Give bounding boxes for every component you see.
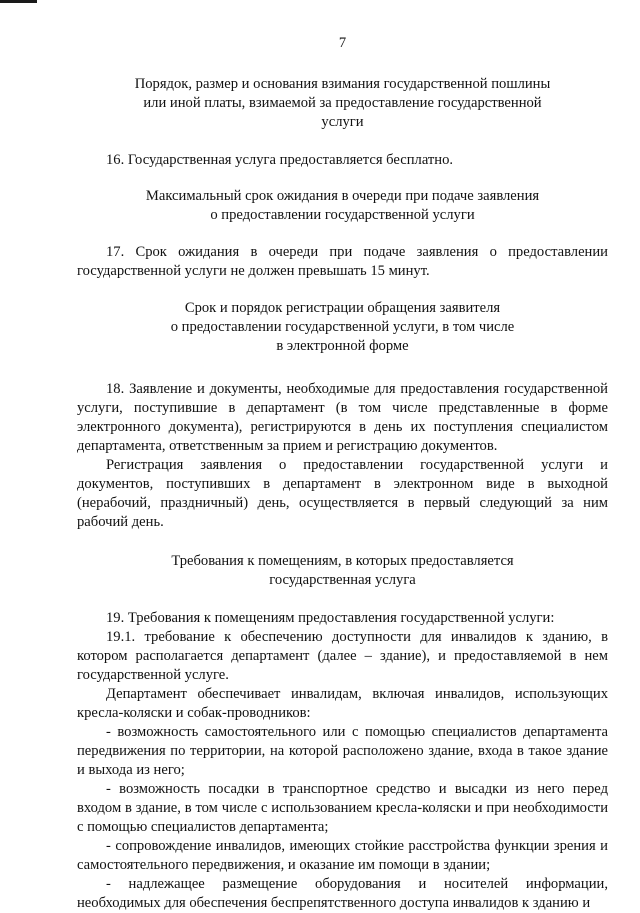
page-number: 7 xyxy=(338,35,347,51)
heading-line: Максимальный срок ожидания в очереди при подаче заявления xyxy=(145,188,540,204)
paragraph-department-provides: Департамент обеспечивает инвалидам, включая инвалидов, использующих кресла-коляски и собак-проводников: xyxy=(77,686,608,721)
list-item-equipment: - надлежащее размещение оборудования и носителей информации, необходимых для обеспечения беспрепятственного доступа инвалидов к зданию и xyxy=(77,876,608,911)
heading-line: о предоставлении государственной услуги xyxy=(210,207,475,223)
paragraph-16: 16. Государственная услуга предоставляется бесплатно. xyxy=(106,152,454,168)
heading-line: Порядок, размер и основания взимания государственной пошлины xyxy=(134,76,551,92)
heading-line: государственная услуга xyxy=(269,572,416,588)
paragraph-18: 18. Заявление и документы, необходимые для предоставления государственной услуги, поступившие в департамент (в том числе представленные в форме электронного документа), регистрируются в день их поступления специалистом департамента, ответственным за прием и регистрацию документов. xyxy=(77,381,608,454)
document-page xyxy=(77,34,608,913)
heading-line: или иной платы, взимаемой за предоставление государственной xyxy=(143,95,542,111)
list-item-movement: - возможность самостоятельного или с помощью специалистов департамента передвижения по территории, на которой расположено здание, входа в такое здание и выхода из него; xyxy=(77,724,608,778)
paragraph-19: 19. Требования к помещениям предоставления государственной услуги: xyxy=(106,610,555,626)
section-heading-wait xyxy=(77,187,608,225)
heading-line: Требования к помещениям, в которых предоставляется xyxy=(171,553,514,569)
heading-line: в электронной форме xyxy=(276,338,409,354)
list-item-transport: - возможность посадки в транспортное средство и высадки из него перед входом в здание, в том числе с использованием кресла-коляски и при необходимости с помощью специалистов департамента; xyxy=(77,781,608,835)
scan-corner-mark xyxy=(0,0,37,3)
heading-line: о предоставлении государственной услуги, в том числе xyxy=(170,319,515,335)
heading-line: услуги xyxy=(321,114,364,130)
paragraph-18-registration: Регистрация заявления о предоставлении государственной услуги и документов, поступивших в департамент в электронном виде в выходной (нерабочий, праздничный) день, осуществляется в первый следующий за ним рабочий день. xyxy=(77,457,608,530)
section-heading-registration xyxy=(77,299,608,356)
paragraph-17: 17. Срок ожидания в очереди при подаче заявления о предоставлении государственной услуги не должен превышать 15 минут. xyxy=(77,244,608,279)
section-heading-fee xyxy=(77,75,608,132)
list-item-escort: - сопровождение инвалидов, имеющих стойкие расстройства функции зрения и самостоятельного передвижения, и оказание им помощи в здании; xyxy=(77,838,608,873)
heading-line: Срок и порядок регистрации обращения заявителя xyxy=(184,300,501,316)
paragraph-19-1: 19.1. требование к обеспечению доступности для инвалидов к зданию, в котором располагается департамент (далее – здание), и предоставляемой в нем государственной услуге. xyxy=(77,629,608,683)
section-heading-premises xyxy=(77,552,608,590)
